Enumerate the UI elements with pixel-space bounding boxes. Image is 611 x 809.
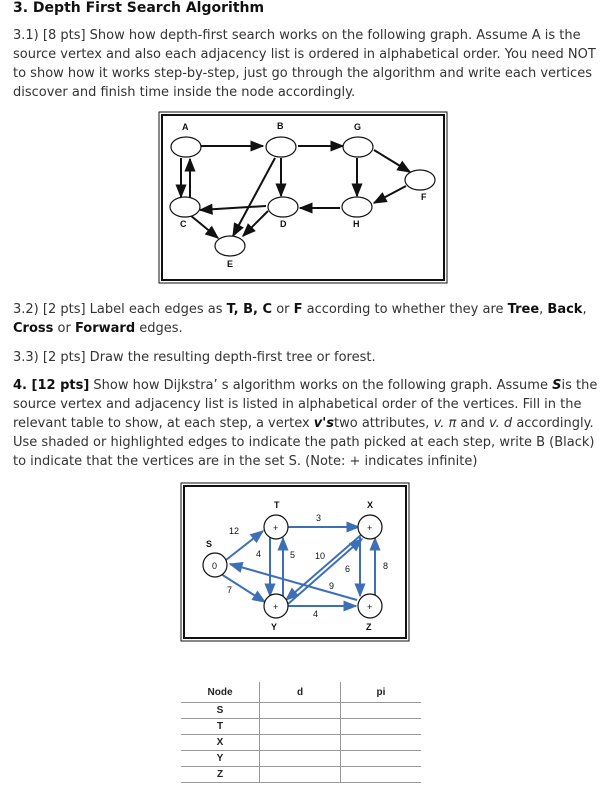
dfs-frame-inner bbox=[162, 115, 444, 280]
label-h: H bbox=[353, 219, 360, 229]
weight-s-y: 7 bbox=[227, 585, 233, 595]
label-f: F bbox=[421, 192, 427, 202]
header-d: d bbox=[260, 682, 341, 703]
edge-d-c bbox=[200, 206, 266, 210]
edge-c-e bbox=[190, 215, 218, 238]
dfs-frame-outer bbox=[159, 112, 447, 283]
header-node: Node bbox=[181, 682, 260, 703]
label-g: G bbox=[354, 122, 362, 132]
edge-f-h bbox=[374, 186, 406, 203]
node-h bbox=[342, 197, 372, 217]
table-row: Y bbox=[181, 751, 421, 767]
label-y: Y bbox=[271, 622, 278, 632]
edge-d-e bbox=[243, 211, 268, 236]
label-e: E bbox=[227, 259, 234, 269]
node-d bbox=[268, 197, 298, 217]
node-b bbox=[266, 137, 296, 157]
label-b: B bbox=[277, 121, 284, 131]
value-s: 0 bbox=[212, 561, 218, 571]
label-c: C bbox=[180, 219, 187, 229]
question-4: 4. [12 pts] Show how Dijkstra’ s algorithm works on the following graph. Assume Sis the source vertex and adjacency list is listed in alphabetical order of the vertices. Fill in the relevant table to show, at each step, a vertex v'stwo attributes, v. π and v. d accordingly. Use shaded or highlighted edges to indicate the path picked at each step, write B (Black) to indicate that the vertices are in the set S. (Note: + indicates infinite) bbox=[13, 378, 598, 469]
table-row: T bbox=[181, 719, 421, 735]
value-x: + bbox=[367, 523, 373, 533]
section-title: 3. Depth First Search Algorithm bbox=[13, 0, 265, 16]
label-x: X bbox=[367, 500, 374, 510]
node-a bbox=[171, 137, 201, 157]
weight-y-x: 9 bbox=[329, 581, 335, 591]
question-3-2: 3.2) [2 pts] Label each edges as T, B, C or F according to whether they are Tree, Back, Cross or Forward edges. bbox=[13, 302, 587, 336]
value-z: + bbox=[367, 602, 373, 612]
label-t: T bbox=[274, 500, 280, 510]
label-z: Z bbox=[366, 622, 372, 632]
weight-x-y: 10 bbox=[315, 551, 326, 561]
node-g bbox=[343, 137, 373, 157]
label-s: S bbox=[206, 539, 213, 549]
node-c bbox=[170, 197, 200, 217]
weight-s-t: 12 bbox=[229, 526, 240, 536]
weight-y-z: 4 bbox=[313, 609, 319, 619]
node-e bbox=[215, 236, 245, 256]
weight-t-x: 3 bbox=[316, 513, 322, 523]
question-3-3: 3.3) [2 pts] Draw the resulting depth-first tree or forest. bbox=[13, 350, 376, 365]
question-3-1: 3.1) [8 pts] Show how depth-first search works on the following graph. Assume A is the source vertex and also each adjacency list is ordered in alphabetical order. You need NOT to show how it works step-by-step, just go through the algorithm and write each vertices discover and finish time inside the node accordingly. bbox=[13, 28, 596, 100]
weight-z-x: 8 bbox=[383, 561, 389, 571]
weight-t-y: 4 bbox=[256, 549, 262, 559]
label-d: D bbox=[280, 219, 287, 229]
value-t: + bbox=[273, 523, 279, 533]
table-row: S bbox=[181, 703, 421, 719]
value-y: + bbox=[273, 602, 279, 612]
table-row: Z bbox=[181, 767, 421, 783]
table-row: X bbox=[181, 735, 421, 751]
dijkstra-table bbox=[181, 682, 421, 783]
weight-y-t: 5 bbox=[290, 550, 296, 560]
node-f bbox=[405, 170, 435, 190]
header-pi: pi bbox=[341, 682, 422, 703]
weight-x-z: 6 bbox=[345, 564, 351, 574]
label-a: A bbox=[182, 122, 189, 132]
edge-y-x bbox=[288, 539, 362, 604]
edge-g-f bbox=[374, 150, 410, 172]
